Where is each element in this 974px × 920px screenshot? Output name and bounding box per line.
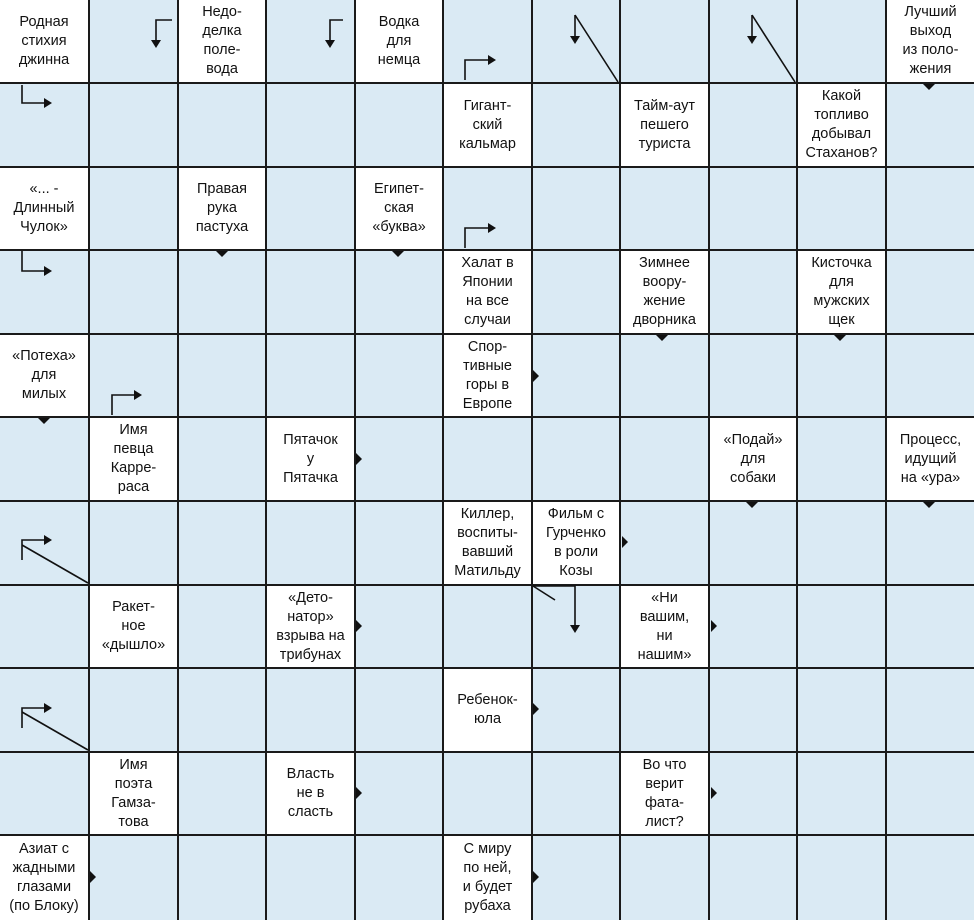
answer-cell[interactable] (356, 753, 442, 834)
answer-cell[interactable] (533, 753, 619, 834)
answer-cell[interactable] (887, 669, 974, 751)
clue-text: «Потеха» для милых (12, 348, 76, 402)
answer-cell[interactable] (533, 168, 619, 249)
answer-cell[interactable] (533, 836, 619, 920)
clue-cell (0, 836, 88, 920)
answer-cell[interactable] (621, 502, 708, 584)
answer-cell[interactable] (179, 335, 265, 416)
answer-cell[interactable] (0, 753, 88, 834)
clue-text: Гигант- ский кальмар (459, 97, 516, 152)
clue-cell (444, 669, 531, 751)
clue-text: Власть не в сласть (286, 766, 335, 820)
answer-cell[interactable] (798, 669, 885, 751)
clue-text: Родная стихия джинна (18, 13, 70, 68)
answer-cell[interactable] (90, 168, 177, 249)
answer-cell[interactable] (0, 502, 88, 584)
answer-cell[interactable] (444, 418, 531, 500)
answer-cell[interactable] (710, 669, 796, 751)
answer-cell[interactable] (710, 84, 796, 166)
answer-cell[interactable] (533, 335, 619, 416)
clue-text: Ребенок- юла (457, 692, 518, 727)
clue-text: «Дето- натор» взрыва на трибунах (276, 589, 345, 663)
answer-cell[interactable] (356, 251, 442, 333)
answer-cell[interactable] (267, 168, 354, 249)
clue-cell (0, 168, 88, 249)
answer-cell[interactable] (444, 753, 531, 834)
clue-cell (444, 502, 531, 584)
answer-cell[interactable] (267, 502, 354, 584)
answer-cell[interactable] (179, 586, 265, 667)
answer-cell[interactable] (621, 335, 708, 416)
clue-text: «Ни вашим, ни нашим» (637, 589, 692, 663)
answer-cell[interactable] (267, 0, 354, 82)
answer-cell[interactable] (267, 335, 354, 416)
answer-cell[interactable] (179, 84, 265, 166)
answer-cell[interactable] (621, 418, 708, 500)
answer-cell[interactable] (179, 669, 265, 751)
answer-cell[interactable] (710, 251, 796, 333)
answer-cell[interactable] (267, 836, 354, 920)
answer-cell[interactable] (621, 168, 708, 249)
answer-cell[interactable] (179, 836, 265, 920)
answer-cell[interactable] (710, 502, 796, 584)
clue-text: Киллер, воспиты- вавший Матильду (454, 506, 521, 579)
answer-cell[interactable] (887, 753, 974, 834)
answer-cell[interactable] (0, 669, 88, 751)
answer-cell[interactable] (798, 335, 885, 416)
clue-cell (444, 836, 531, 920)
clue-cell (444, 251, 531, 333)
clue-text: Ракет- ное «дышло» (101, 599, 166, 653)
clue-cell (887, 0, 974, 82)
clue-text: «... - Длинный Чулок» (13, 181, 75, 235)
clue-text: Зимнее воору- жение дворника (633, 255, 696, 328)
answer-cell[interactable] (798, 0, 885, 82)
answer-cell[interactable] (533, 418, 619, 500)
clue-cell (710, 418, 796, 500)
answer-cell[interactable] (90, 502, 177, 584)
clue-cell (798, 251, 885, 333)
clue-cell (533, 502, 619, 584)
clue-text: Процесс, идущий на «ура» (899, 431, 962, 486)
answer-cell[interactable] (90, 836, 177, 920)
clue-cell (621, 84, 708, 166)
answer-cell[interactable] (267, 84, 354, 166)
clue-cell (887, 418, 974, 500)
answer-cell[interactable] (887, 251, 974, 333)
answer-cell[interactable] (887, 168, 974, 249)
answer-cell[interactable] (90, 669, 177, 751)
answer-cell[interactable] (621, 0, 708, 82)
answer-cell[interactable] (90, 335, 177, 416)
answer-cell[interactable] (798, 502, 885, 584)
answer-cell[interactable] (0, 251, 88, 333)
clue-cell (90, 753, 177, 834)
answer-cell[interactable] (798, 168, 885, 249)
clue-cell (444, 335, 531, 416)
clue-cell (356, 0, 442, 82)
clue-cell (90, 418, 177, 500)
clue-text: «Подай» для собаки (723, 431, 783, 486)
clue-cell (621, 251, 708, 333)
clue-cell (267, 586, 354, 667)
answer-cell[interactable] (621, 836, 708, 920)
answer-cell[interactable] (710, 0, 796, 82)
answer-cell[interactable] (90, 251, 177, 333)
clue-text: Тайм-аут пешего туриста (634, 97, 695, 152)
answer-cell[interactable] (356, 502, 442, 584)
clue-text: Спор- тивные горы в Европе (462, 338, 513, 412)
clue-text: Водка для немца (377, 13, 421, 68)
answer-cell[interactable] (710, 753, 796, 834)
answer-cell[interactable] (0, 586, 88, 667)
answer-cell[interactable] (710, 335, 796, 416)
clue-text: Имя поэта Гамза- това (111, 756, 156, 830)
clue-cell (356, 168, 442, 249)
clue-cell (798, 84, 885, 166)
answer-cell[interactable] (533, 251, 619, 333)
answer-cell[interactable] (798, 753, 885, 834)
clue-cell (444, 84, 531, 166)
answer-cell[interactable] (444, 0, 531, 82)
clue-text: Во что верит фата- лист? (642, 756, 687, 830)
answer-cell[interactable] (887, 836, 974, 920)
answer-cell[interactable] (887, 502, 974, 584)
clue-cell (179, 168, 265, 249)
answer-cell[interactable] (0, 84, 88, 166)
answer-cell[interactable] (179, 753, 265, 834)
answer-cell[interactable] (267, 251, 354, 333)
clue-text: С миру по ней, и будет рубаха (462, 841, 513, 914)
answer-cell[interactable] (710, 586, 796, 667)
clue-cell (267, 418, 354, 500)
answer-cell[interactable] (356, 669, 442, 751)
answer-cell[interactable] (356, 586, 442, 667)
answer-cell[interactable] (710, 168, 796, 249)
clue-cell (267, 753, 354, 834)
clue-cell (179, 0, 265, 82)
answer-cell[interactable] (267, 669, 354, 751)
clue-text: Халат в Японии на все случаи (461, 255, 514, 328)
clue-text: Какой топливо добывал Стаханов? (805, 88, 878, 161)
answer-cell[interactable] (356, 84, 442, 166)
clue-cell (621, 586, 708, 667)
clue-text: Азиат с жадными глазами (по Блоку) (9, 841, 79, 914)
answer-cell[interactable] (533, 84, 619, 166)
clue-text: Имя певца Карре- раса (110, 422, 157, 495)
clue-cell (621, 753, 708, 834)
answer-cell[interactable] (90, 0, 177, 82)
clue-text: Фильм с Гурченко в роли Козы (546, 506, 606, 579)
answer-cell[interactable] (0, 418, 88, 500)
answer-cell[interactable] (621, 669, 708, 751)
clue-cell (90, 586, 177, 667)
answer-cell[interactable] (533, 669, 619, 751)
clue-text: Египет- ская «буква» (372, 181, 426, 235)
answer-cell[interactable] (179, 502, 265, 584)
answer-cell[interactable] (90, 84, 177, 166)
clue-text: Лучший выход из поло- жения (902, 4, 959, 77)
answer-cell[interactable] (798, 586, 885, 667)
clue-cell (0, 335, 88, 416)
answer-cell[interactable] (533, 586, 619, 667)
clue-text: Кисточка для мужских щек (811, 255, 872, 328)
answer-cell[interactable] (798, 418, 885, 500)
answer-cell[interactable] (533, 0, 619, 82)
answer-cell[interactable] (444, 168, 531, 249)
answer-cell[interactable] (710, 836, 796, 920)
answer-cell[interactable] (179, 418, 265, 500)
clue-text: Недо- делка поле- вода (202, 4, 242, 77)
answer-cell[interactable] (356, 335, 442, 416)
clue-text: Пятачок у Пятачка (283, 431, 338, 486)
answer-cell[interactable] (444, 586, 531, 667)
answer-cell[interactable] (356, 418, 442, 500)
answer-cell[interactable] (887, 586, 974, 667)
clue-text: Правая рука пастуха (195, 181, 249, 235)
answer-cell[interactable] (798, 836, 885, 920)
answer-cell[interactable] (179, 251, 265, 333)
answer-cell[interactable] (887, 84, 974, 166)
clue-cell (0, 0, 88, 82)
answer-cell[interactable] (887, 335, 974, 416)
answer-cell[interactable] (356, 836, 442, 920)
